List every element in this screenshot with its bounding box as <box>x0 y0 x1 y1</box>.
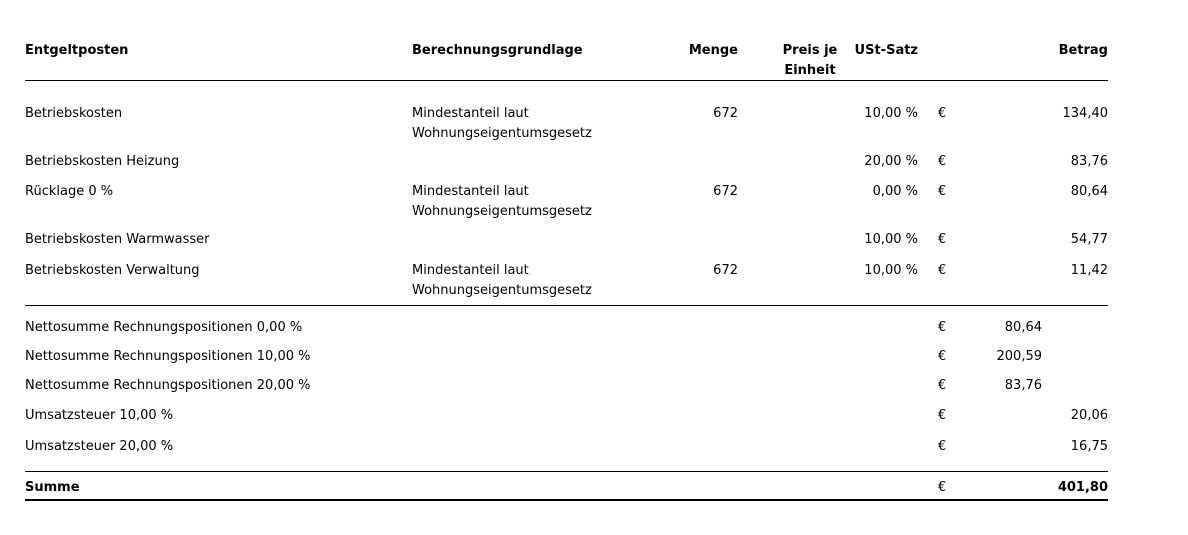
item-currency: € <box>938 154 947 169</box>
net-sum-amount: 200,59 <box>996 349 1042 364</box>
header-basis: Berechnungsgrundlage <box>412 43 583 58</box>
net-sum-label: Nettosumme Rechnungspositionen 0,00 % <box>25 320 303 335</box>
item-currency: € <box>938 184 947 199</box>
item-vat: 10,00 % <box>864 106 918 121</box>
item-currency: € <box>938 232 947 247</box>
header-item: Entgeltposten <box>25 43 129 58</box>
item-amount: 83,76 <box>1070 154 1108 169</box>
item-name: Betriebskosten Verwaltung <box>25 263 200 278</box>
item-basis-line1: Mindestanteil laut <box>412 106 529 121</box>
item-currency: € <box>938 263 947 278</box>
item-basis <box>412 182 592 222</box>
header-amount: Betrag <box>1058 43 1108 58</box>
net-sum-currency: € <box>938 378 947 393</box>
item-amount: 54,77 <box>1070 232 1108 247</box>
item-name: Betriebskosten Warmwasser <box>25 232 210 247</box>
item-name: Rücklage 0 % <box>25 184 114 199</box>
header-quantity: Menge <box>688 43 738 58</box>
net-sum-label: Nettosumme Rechnungspositionen 20,00 % <box>25 378 311 393</box>
total-bottom-divider <box>25 499 1108 501</box>
tax-label: Umsatzsteuer 20,00 % <box>25 439 174 454</box>
net-sum-amount: 83,76 <box>1004 378 1042 393</box>
header-vat-rate: USt-Satz <box>854 43 918 58</box>
item-vat: 10,00 % <box>864 232 918 247</box>
tax-amount: 20,06 <box>1070 408 1108 423</box>
item-name: Betriebskosten Heizung <box>25 154 180 169</box>
item-basis <box>412 104 592 144</box>
total-top-divider <box>25 471 1108 472</box>
item-quantity: 672 <box>713 184 738 199</box>
item-vat: 0,00 % <box>872 184 918 199</box>
net-sum-amount: 80,64 <box>1004 320 1042 335</box>
item-amount: 134,40 <box>1062 106 1108 121</box>
item-amount: 80,64 <box>1070 184 1108 199</box>
tax-label: Umsatzsteuer 10,00 % <box>25 408 174 423</box>
item-vat: 10,00 % <box>864 263 918 278</box>
item-basis-line2: Wohnungseigentumsgesetz <box>412 204 592 219</box>
total-amount: 401,80 <box>1057 480 1108 495</box>
total-currency: € <box>938 480 947 495</box>
net-sum-currency: € <box>938 349 947 364</box>
header-divider <box>25 80 1108 81</box>
net-sum-currency: € <box>938 320 947 335</box>
header-unit-price-line1: Preis je <box>782 43 838 58</box>
tax-amount: 16,75 <box>1070 439 1108 454</box>
item-basis-line1: Mindestanteil laut <box>412 263 529 278</box>
item-basis-line1: Mindestanteil laut <box>412 184 529 199</box>
item-quantity: 672 <box>713 263 738 278</box>
header-unit-price <box>775 41 845 81</box>
item-basis <box>412 261 592 301</box>
header-unit-price-line2: Einheit <box>784 63 836 78</box>
net-sum-label: Nettosumme Rechnungspositionen 10,00 % <box>25 349 311 364</box>
item-name: Betriebskosten <box>25 106 123 121</box>
item-amount: 11,42 <box>1070 263 1108 278</box>
tax-currency: € <box>938 439 947 454</box>
item-basis-line2: Wohnungseigentumsgesetz <box>412 126 592 141</box>
item-quantity: 672 <box>713 106 738 121</box>
item-currency: € <box>938 106 947 121</box>
total-label: Summe <box>25 480 80 495</box>
tax-currency: € <box>938 408 947 423</box>
item-vat: 20,00 % <box>864 154 918 169</box>
item-basis-line2: Wohnungseigentumsgesetz <box>412 283 592 298</box>
items-divider <box>25 305 1108 306</box>
